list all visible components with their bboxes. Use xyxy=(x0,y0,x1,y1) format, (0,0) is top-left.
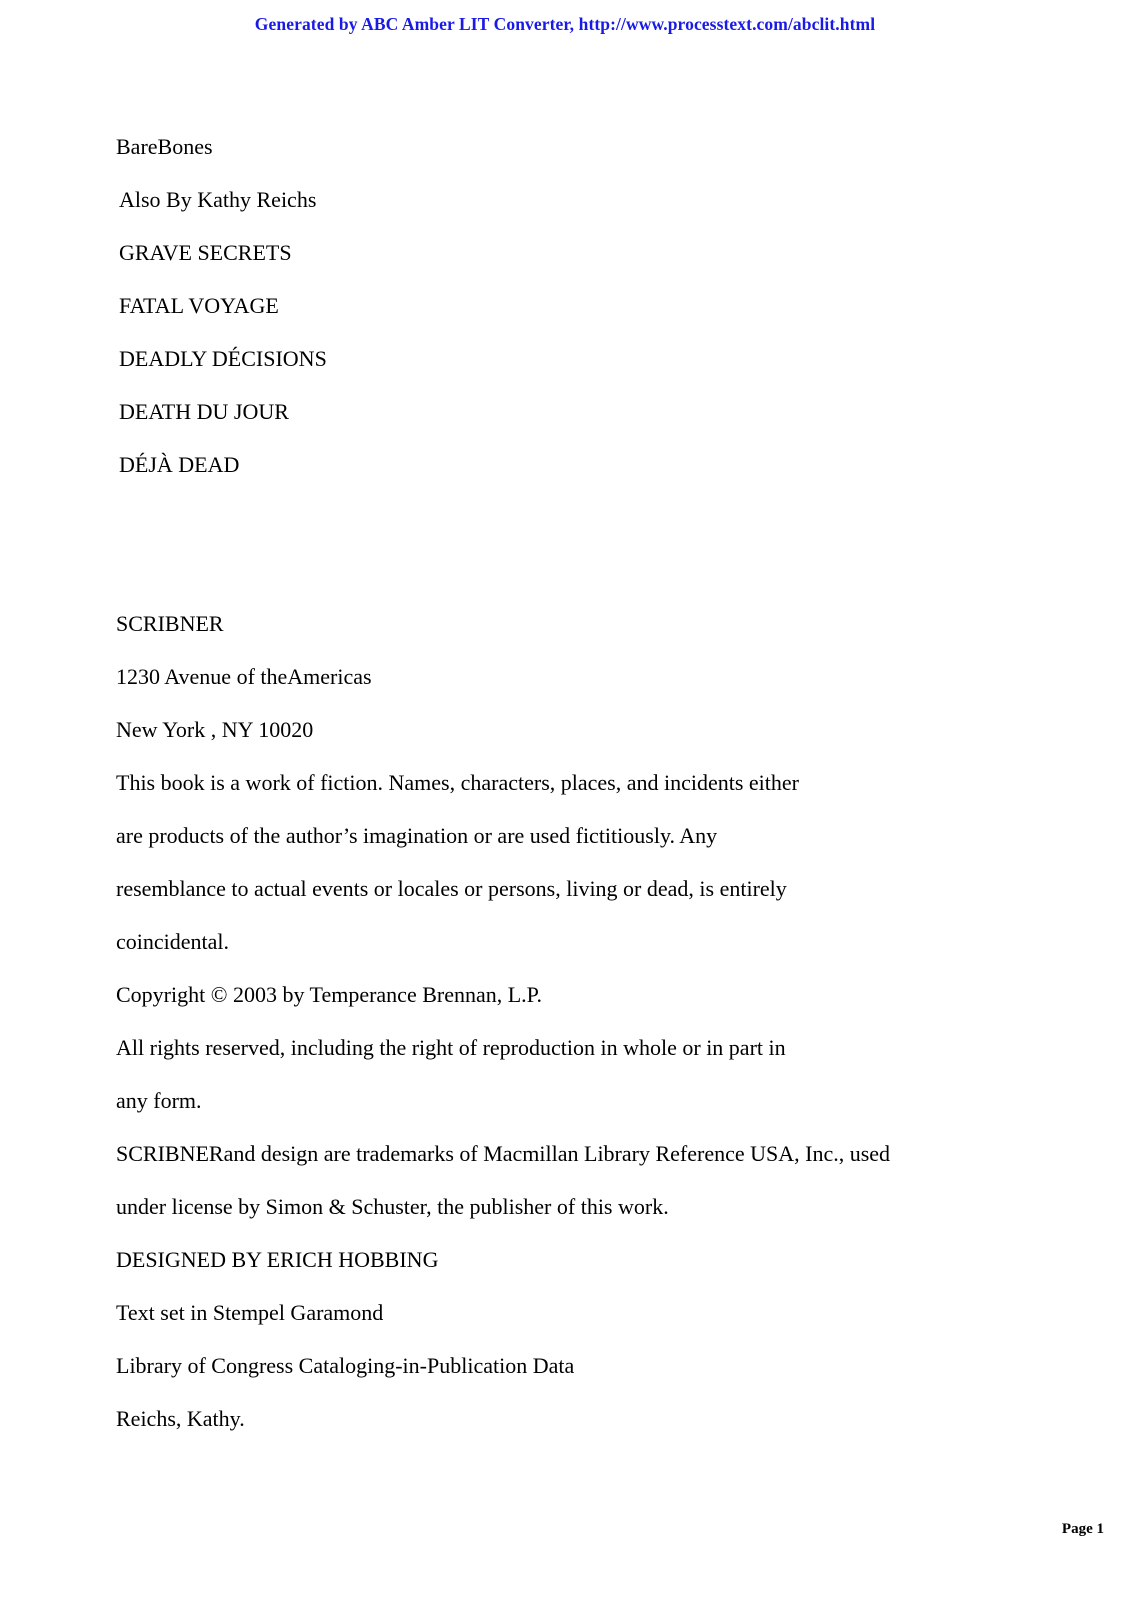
publisher-address-line-1: 1230 Avenue of theAmericas xyxy=(116,664,372,689)
publisher-name: SCRIBNER xyxy=(116,611,224,636)
copyright-notice: Copyright © 2003 by Temperance Brennan, L.P. xyxy=(116,982,542,1007)
other-title-3: DEADLY DÉCISIONS xyxy=(119,346,327,371)
text-set-in: Text set in Stempel Garamond xyxy=(116,1300,384,1325)
other-title-4: DEATH DU JOUR xyxy=(119,399,289,424)
rights-reserved-line-2: any form. xyxy=(116,1088,202,1113)
converter-header-link[interactable]: Generated by ABC Amber LIT Converter, http://www.processtext.com/abclit.html xyxy=(254,14,876,34)
fiction-disclaimer-line-3: resemblance to actual events or locales or persons, living or dead, is entirely xyxy=(116,876,787,901)
loc-cataloging-data: Library of Congress Cataloging-in-Publication Data xyxy=(116,1353,575,1378)
fiction-disclaimer-line-1: This book is a work of fiction. Names, characters, places, and incidents either xyxy=(116,770,799,795)
other-title-1: GRAVE SECRETS xyxy=(119,240,292,265)
fiction-disclaimer xyxy=(116,756,1016,968)
book-title: BareBones xyxy=(116,134,213,159)
publisher-address-line-2: New York , NY 10020 xyxy=(116,717,314,742)
trademark-line-2: under license by Simon & Schuster, the publisher of this work. xyxy=(116,1194,669,1219)
author-catalog-entry: Reichs, Kathy. xyxy=(116,1406,245,1431)
document-body xyxy=(116,120,1016,1445)
fiction-disclaimer-line-2: are products of the author’s imagination or are used fictitiously. Any xyxy=(116,823,718,848)
trademark-line-1: SCRIBNERand design are trademarks of Macmillan Library Reference USA, Inc., used xyxy=(116,1141,891,1166)
also-by-heading: Also By Kathy Reichs xyxy=(119,187,317,212)
rights-reserved-line-1: All rights reserved, including the right of reproduction in whole or in part in xyxy=(116,1035,786,1060)
other-title-5: DÉJÀ DEAD xyxy=(119,452,240,477)
other-title-2: FATAL VOYAGE xyxy=(119,293,279,318)
designed-by: DESIGNED BY ERICH HOBBING xyxy=(116,1247,439,1272)
page-number: Page 1 xyxy=(1061,1521,1104,1537)
section-spacer xyxy=(116,491,1016,597)
fiction-disclaimer-line-4: coincidental. xyxy=(116,929,230,954)
